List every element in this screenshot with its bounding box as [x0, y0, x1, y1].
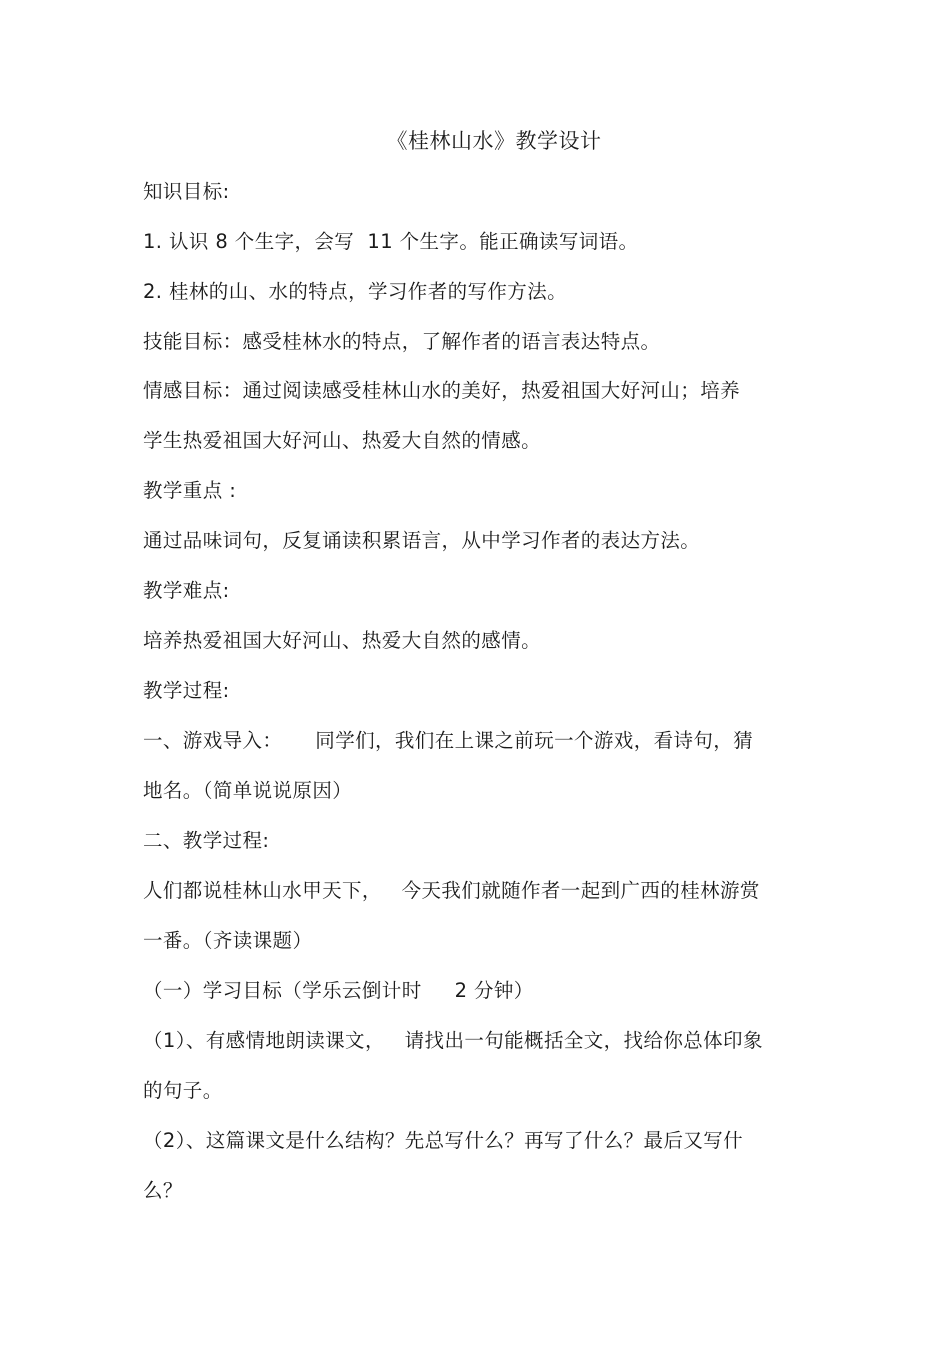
learning-goal-item-1-line-1: （1）、有感情地朗读课文， 请找出一句能概括全文，找给你总体印象: [143, 1029, 763, 1052]
teaching-process-heading: 教学过程:: [143, 679, 230, 702]
game-intro-line-2: 地名。（简单说说原因）: [143, 779, 353, 802]
teaching-focus-text: 通过品味词句，反复诵读积累语言，从中学习作者的表达方法。: [143, 529, 701, 552]
teaching-focus-heading: 教学重点 :: [143, 479, 237, 502]
learning-goal-item-2-line-1: （2）、这篇课文是什么结构？先总写什么？再写了什么？最后又写什: [143, 1129, 744, 1152]
knowledge-goal-item-1: 1. 认识 8 个生字，会写 11 个生字。能正确读写词语。: [143, 230, 639, 253]
knowledge-goal-heading: 知识目标:: [143, 180, 230, 203]
document-title: 《桂林山水》教学设计: [386, 129, 602, 153]
emotion-goal-line-1: 情感目标：通过阅读感受桂林山水的美好，热爱祖国大好河山；培养: [143, 379, 741, 402]
learning-goal-item-2-line-2: 么？: [143, 1179, 183, 1202]
section-two-text-line-1: 人们都说桂林山水甲天下， 今天我们就随作者一起到广西的桂林游赏: [143, 879, 760, 902]
section-two-text-line-2: 一番。（齐读课题）: [143, 929, 313, 952]
emotion-goal-line-2: 学生热爱祖国大好河山、热爱大自然的情感。: [143, 429, 542, 452]
section-two-heading: 二、教学过程:: [143, 829, 270, 852]
teaching-difficulty-text: 培养热爱祖国大好河山、热爱大自然的感情。: [143, 629, 542, 652]
knowledge-goal-item-2: 2. 桂林的山、水的特点，学习作者的写作方法。: [143, 280, 568, 303]
teaching-difficulty-heading: 教学难点:: [143, 579, 230, 602]
learning-goal-item-1-line-2: 的句子。: [143, 1079, 223, 1102]
learning-goal-heading: （一）学习目标（学乐云倒计时 2 分钟）: [143, 979, 534, 1002]
skill-goal-line: 技能目标：感受桂林水的特点，了解作者的语言表达特点。: [143, 330, 661, 353]
game-intro-line-1: 一、游戏导入： 同学们，我们在上课之前玩一个游戏，看诗句，猜: [143, 729, 754, 752]
